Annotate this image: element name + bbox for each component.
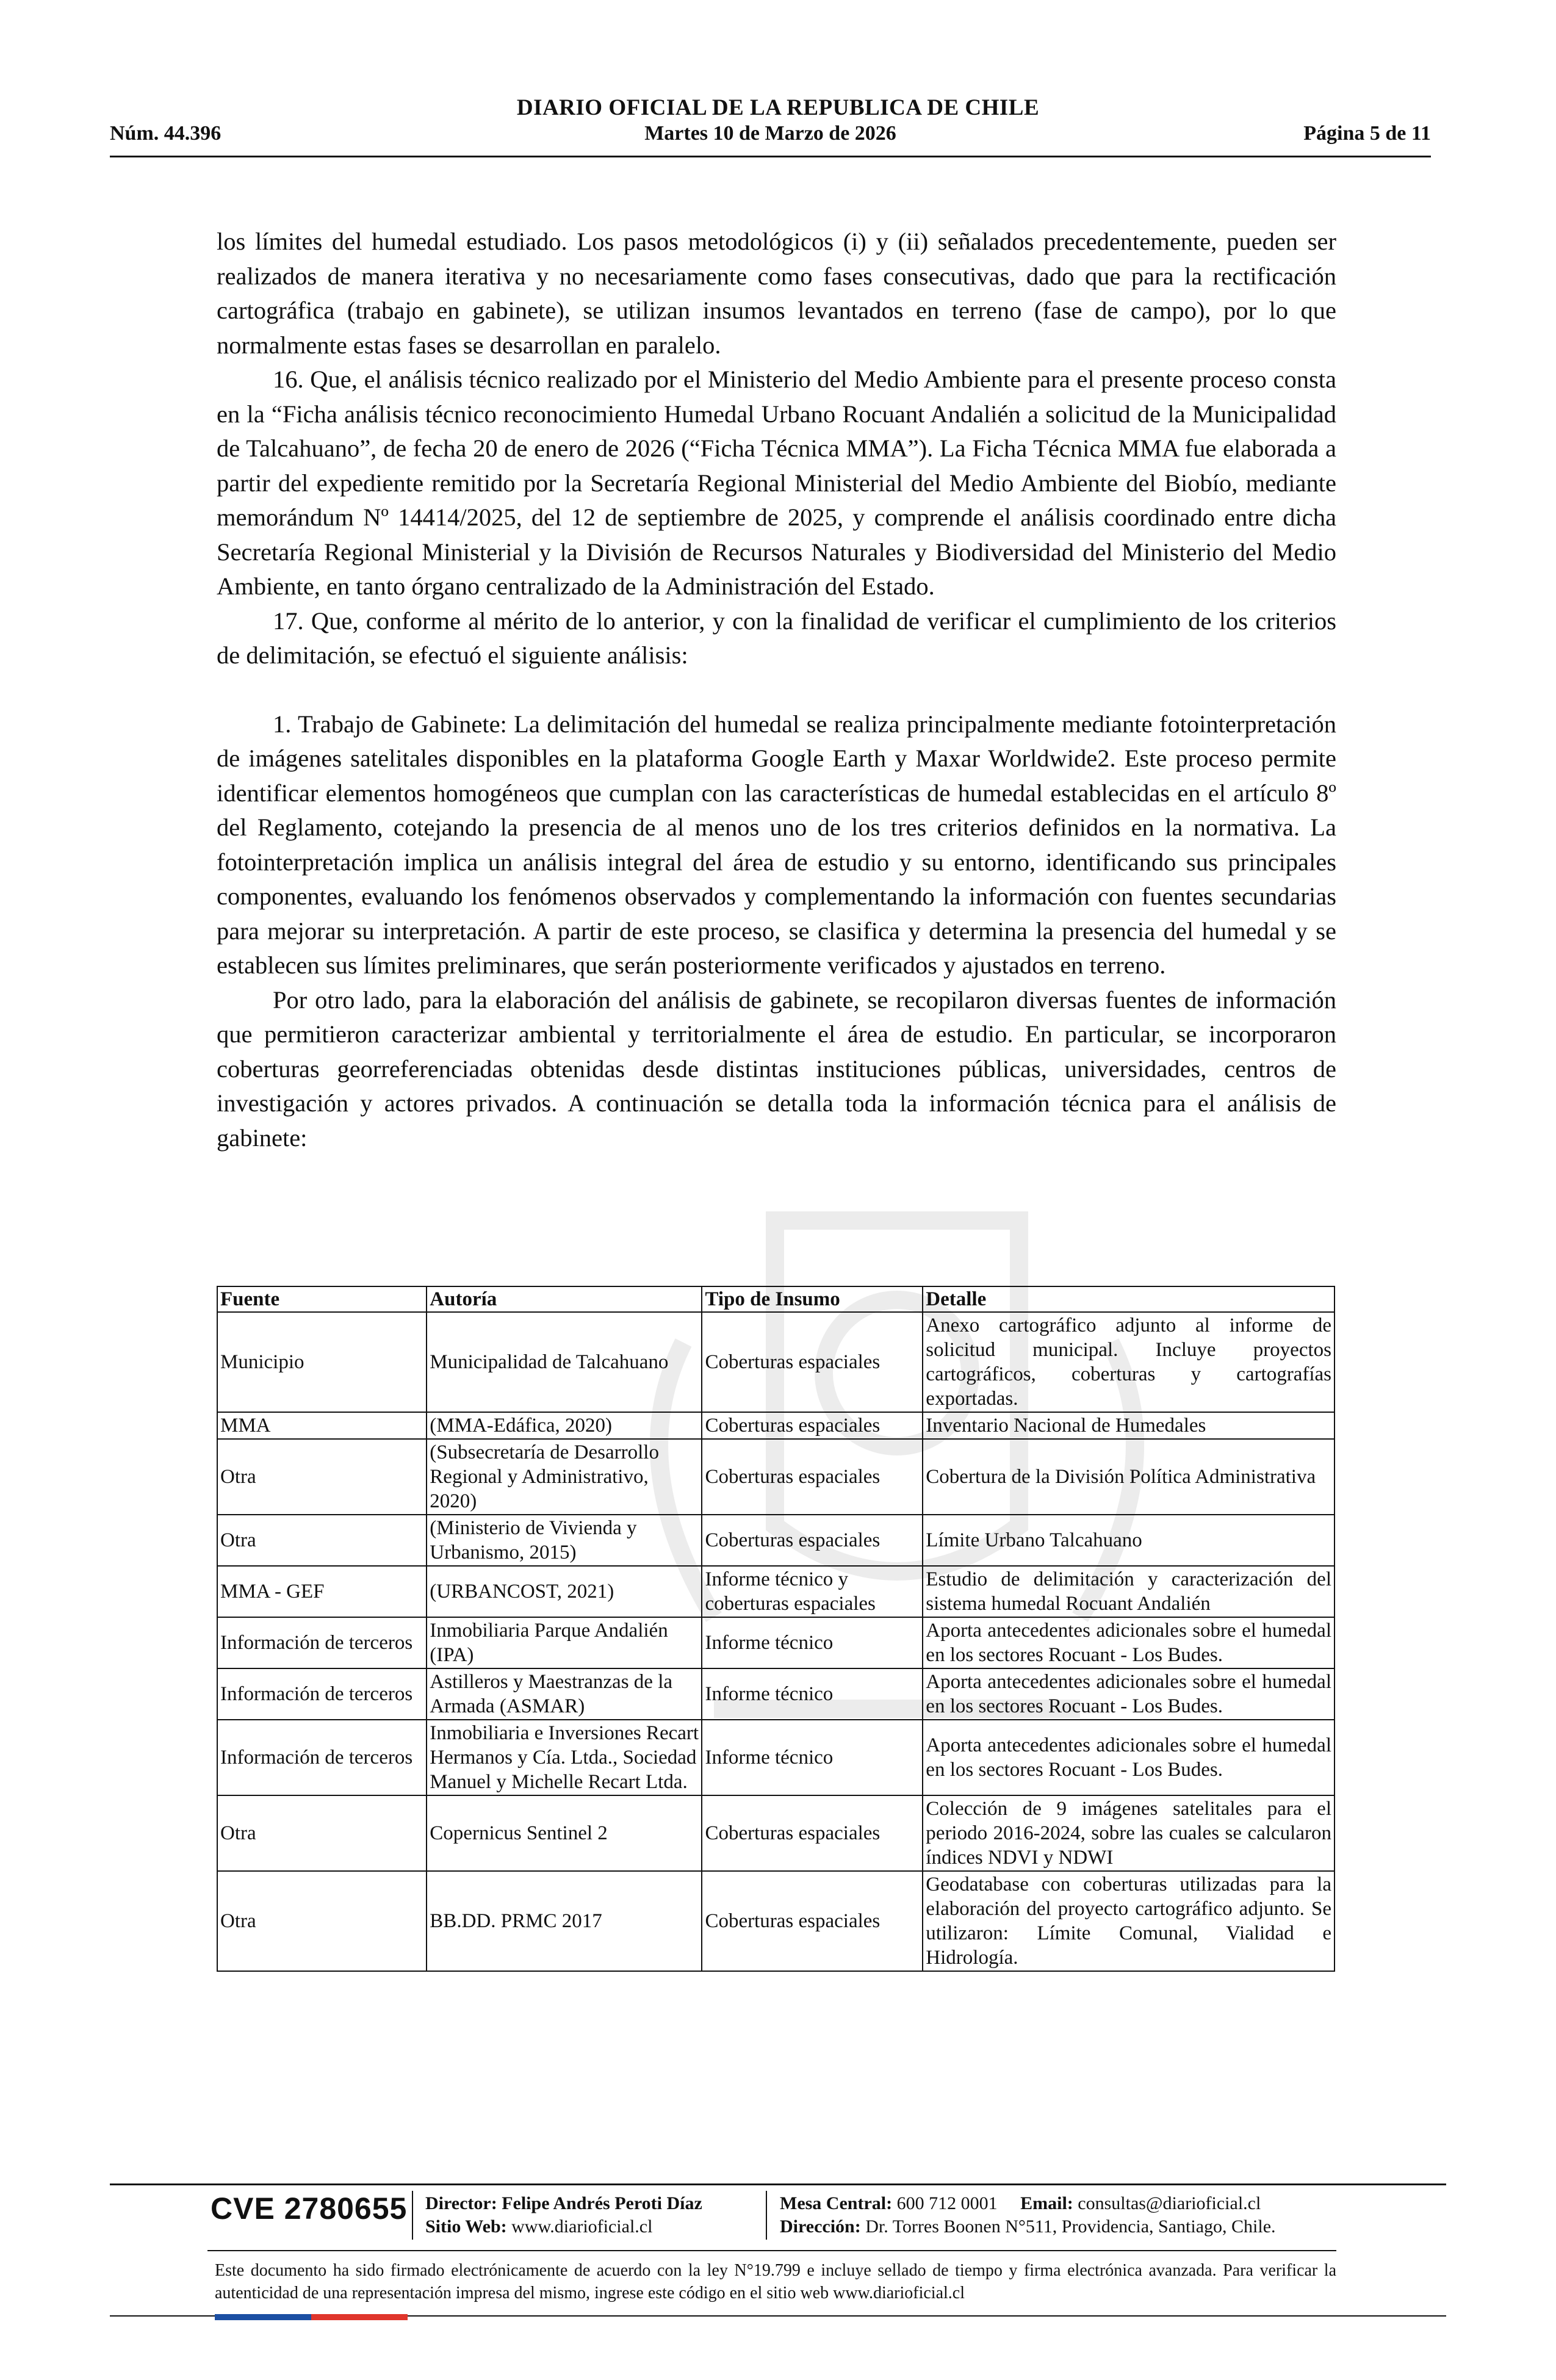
table-cell: Informe técnico — [702, 1617, 923, 1668]
table-cell: Coberturas espaciales — [702, 1412, 923, 1439]
legal-notice: Este documento ha sido firmado electrónicamente de acuerdo con la ley N°19.799 e incluye sellado de tiempo y firma electrónica avanzada. Para verificar la autenticidad de una representación impresa del mismo, ingrese este código en el sitio web www.diarioficial.cl — [215, 2261, 1336, 2302]
footer-divider — [110, 2183, 1446, 2185]
page-number: Página 5 de 11 — [1303, 122, 1431, 145]
address: Dr. Torres Boonen N°511, Providencia, Santiago, Chile. — [865, 2216, 1276, 2237]
body-text — [217, 225, 1336, 1155]
table-cell: (Subsecretaría de Desarrollo Regional y Administrativo, 2020) — [427, 1439, 702, 1515]
table-cell: Inmobiliaria e Inversiones Recart Hermanos y Cía. Ltda., Sociedad Manuel y Michelle Recart Ltda. — [427, 1720, 702, 1795]
flag-blue-segment — [215, 2314, 311, 2320]
footer-contact-block — [780, 2192, 1276, 2238]
table-cell: (MMA-Edáfica, 2020) — [427, 1412, 702, 1439]
table-cell: Información de terceros — [217, 1617, 427, 1668]
table-header-row — [217, 1286, 1334, 1312]
table-cell: Municipio — [217, 1312, 427, 1412]
table-row — [217, 1412, 1334, 1439]
issue-date: Martes 10 de Marzo de 2026 — [644, 122, 896, 145]
mesa-label: Mesa Central: — [780, 2193, 893, 2213]
table-cell: Información de terceros — [217, 1668, 427, 1720]
table-cell: Inmobiliaria Parque Andalién (IPA) — [427, 1617, 702, 1668]
table-cell: Municipalidad de Talcahuano — [427, 1312, 702, 1412]
table-cell: Cobertura de la División Política Administrativa — [923, 1439, 1334, 1515]
footer-separator — [766, 2191, 767, 2240]
cve-code: CVE 2780655 — [211, 2191, 408, 2226]
table-cell: Información de terceros — [217, 1720, 427, 1795]
footer-director-block — [425, 2192, 702, 2238]
table-cell: Astilleros y Maestranzas de la Armada (ASMAR) — [427, 1668, 702, 1720]
header-divider — [110, 156, 1431, 157]
table-cell: Informe técnico — [702, 1668, 923, 1720]
table-cell: Copernicus Sentinel 2 — [427, 1795, 702, 1871]
table-cell: (URBANCOST, 2021) — [427, 1566, 702, 1617]
table-cell: BB.DD. PRMC 2017 — [427, 1871, 702, 1971]
table-cell: (Ministerio de Vivienda y Urbanismo, 2015) — [427, 1515, 702, 1566]
column-header: Detalle — [923, 1286, 1334, 1312]
table-cell: Aporta antecedentes adicionales sobre el humedal en los sectores Rocuant - Los Budes. — [923, 1668, 1334, 1720]
table-cell: Inventario Nacional de Humedales — [923, 1412, 1334, 1439]
table-cell: Coberturas espaciales — [702, 1795, 923, 1871]
table-cell: Coberturas espaciales — [702, 1312, 923, 1412]
header-row — [110, 122, 1431, 151]
email-label: Email: — [1020, 2193, 1073, 2213]
table-cell: MMA - GEF — [217, 1566, 427, 1617]
paragraph: 16. Que, el análisis técnico realizado por el Ministerio del Medio Ambiente para el presente proceso consta en la “Ficha análisis técnico reconocimiento Humedal Urbano Rocuant Andalién a solicitud de la Municipalidad de Talcahuano”, de fecha 20 de enero de 2026 (“Ficha Técnica MMA”). La Ficha Técnica MMA fue elaborada a partir del expediente remitido por la Secretaría Regional Ministerial del Medio Ambiente del Biobío, mediante memorándum Nº 14414/2025, del 12 de septiembre de 2025, y comprende el análisis coordinado entre dicha Secretaría Regional Ministerial y la División de Recursos Naturales y Biodiversidad del Ministerio del Medio Ambiente, en tanto órgano centralizado de la Administración del Estado. — [217, 366, 1336, 600]
paragraph: 17. Que, conforme al mérito de lo anterior, y con la finalidad de verificar el cumplimiento de los criterios de delimitación, se efectuó el siguiente análisis: — [217, 607, 1336, 669]
issue-number: Núm. 44.396 — [110, 122, 222, 145]
table-cell: Anexo cartográfico adjunto al informe de solicitud municipal. Incluye proyectos cartográficos, coberturas y cartografías exportadas. — [923, 1312, 1334, 1412]
table-row — [217, 1720, 1334, 1795]
table-row — [217, 1439, 1334, 1515]
table-cell: Coberturas espaciales — [702, 1871, 923, 1971]
column-header: Tipo de Insumo — [702, 1286, 923, 1312]
table-row — [217, 1617, 1334, 1668]
table-cell: Informe técnico y coberturas espaciales — [702, 1566, 923, 1617]
table-cell: Estudio de delimitación y caracterización del sistema humedal Rocuant Andalién — [923, 1566, 1334, 1617]
table-cell: Colección de 9 imágenes satelitales para el periodo 2016-2024, sobre las cuales se calcularon índices NDVI y NDWI — [923, 1795, 1334, 1871]
site-link[interactable]: www.diarioficial.cl — [511, 2216, 653, 2237]
column-header: Fuente — [217, 1286, 427, 1312]
mesa-phone: 600 712 0001 — [896, 2193, 998, 2213]
site-label: Sitio Web: — [425, 2216, 507, 2237]
table-cell: MMA — [217, 1412, 427, 1439]
table-row — [217, 1566, 1334, 1617]
paragraph: Por otro lado, para la elaboración del análisis de gabinete, se recopilaron diversas fuentes de información que permitieron caracterizar ambiental y territorialmente el área de estudio. En particular, se incorporaron coberturas georreferenciadas obtenidas desde distintas instituciones públicas, universidades, centros de investigación y actores privados. A continuación se detalla toda la información técnica para el análisis de gabinete: — [217, 986, 1336, 1152]
email-link[interactable]: consultas@diarioficial.cl — [1078, 2193, 1261, 2213]
table-cell: Otra — [217, 1515, 427, 1566]
table-cell: Límite Urbano Talcahuano — [923, 1515, 1334, 1566]
flag-stripe — [215, 2314, 408, 2320]
newspaper-title: DIARIO OFICIAL DE LA REPUBLICA DE CHILE — [516, 95, 1040, 120]
table-cell: Aporta antecedentes adicionales sobre el humedal en los sectores Rocuant - Los Budes. — [923, 1720, 1334, 1795]
table-cell: Coberturas espaciales — [702, 1515, 923, 1566]
flag-red-segment — [311, 2314, 408, 2320]
table-cell: Geodatabase con coberturas utilizadas para la elaboración del proyecto cartográfico adjunto. Se utilizaron: Límite Comunal, Vialidad e Hidrología. — [923, 1871, 1334, 1971]
table-row — [217, 1795, 1334, 1871]
column-header: Autoría — [427, 1286, 702, 1312]
table-cell: Aporta antecedentes adicionales sobre el humedal en los sectores Rocuant - Los Budes. — [923, 1617, 1334, 1668]
director-label: Director: — [425, 2193, 497, 2213]
paragraph: 1. Trabajo de Gabinete: La delimitación del humedal se realiza principalmente mediante fotointerpretación de imágenes satelitales disponibles en la plataforma Google Earth y Maxar Worldwide2. Este proceso permite identificar elementos homogéneos que cumplan con las características de humedal establecidas en el artículo 8º del Reglamento, cotejando la presencia de al menos uno de los tres criterios definidos en la normativa. La fotointerpretación implica un análisis integral del área de estudio y su entorno, identificando sus principales componentes, evaluando los fenómenos observados y complementando la información con fuentes secundarias para mejorar su interpretación. A partir de este proceso, se clasifica y determina la presencia del humedal y se establecen sus límites preliminares, que serán posteriormente verificados y ajustados en terreno. — [217, 710, 1336, 979]
director-name: Felipe Andrés Peroti Díaz — [502, 2193, 702, 2213]
table-row — [217, 1515, 1334, 1566]
table-row — [217, 1871, 1334, 1971]
address-label: Dirección: — [780, 2216, 861, 2237]
table-cell: Otra — [217, 1439, 427, 1515]
sources-table — [217, 1286, 1335, 1972]
table-cell: Informe técnico — [702, 1720, 923, 1795]
footer-separator — [412, 2191, 413, 2240]
table-cell: Otra — [217, 1795, 427, 1871]
footer-divider — [207, 2250, 1336, 2251]
table-row — [217, 1668, 1334, 1720]
table-cell: Otra — [217, 1871, 427, 1971]
paragraph: los límites del humedal estudiado. Los pasos metodológicos (i) y (ii) señalados precedentemente, pueden ser realizados de manera iterativa y no necesariamente como fases consecutivas, dado que para la rectificación cartográfica (trabajo en gabinete), se utilizan insumos levantados en terreno (fase de campo), por lo que normalmente estas fases se desarrollan en paralelo. — [217, 228, 1336, 359]
table-cell: Coberturas espaciales — [702, 1439, 923, 1515]
table-row — [217, 1312, 1334, 1412]
